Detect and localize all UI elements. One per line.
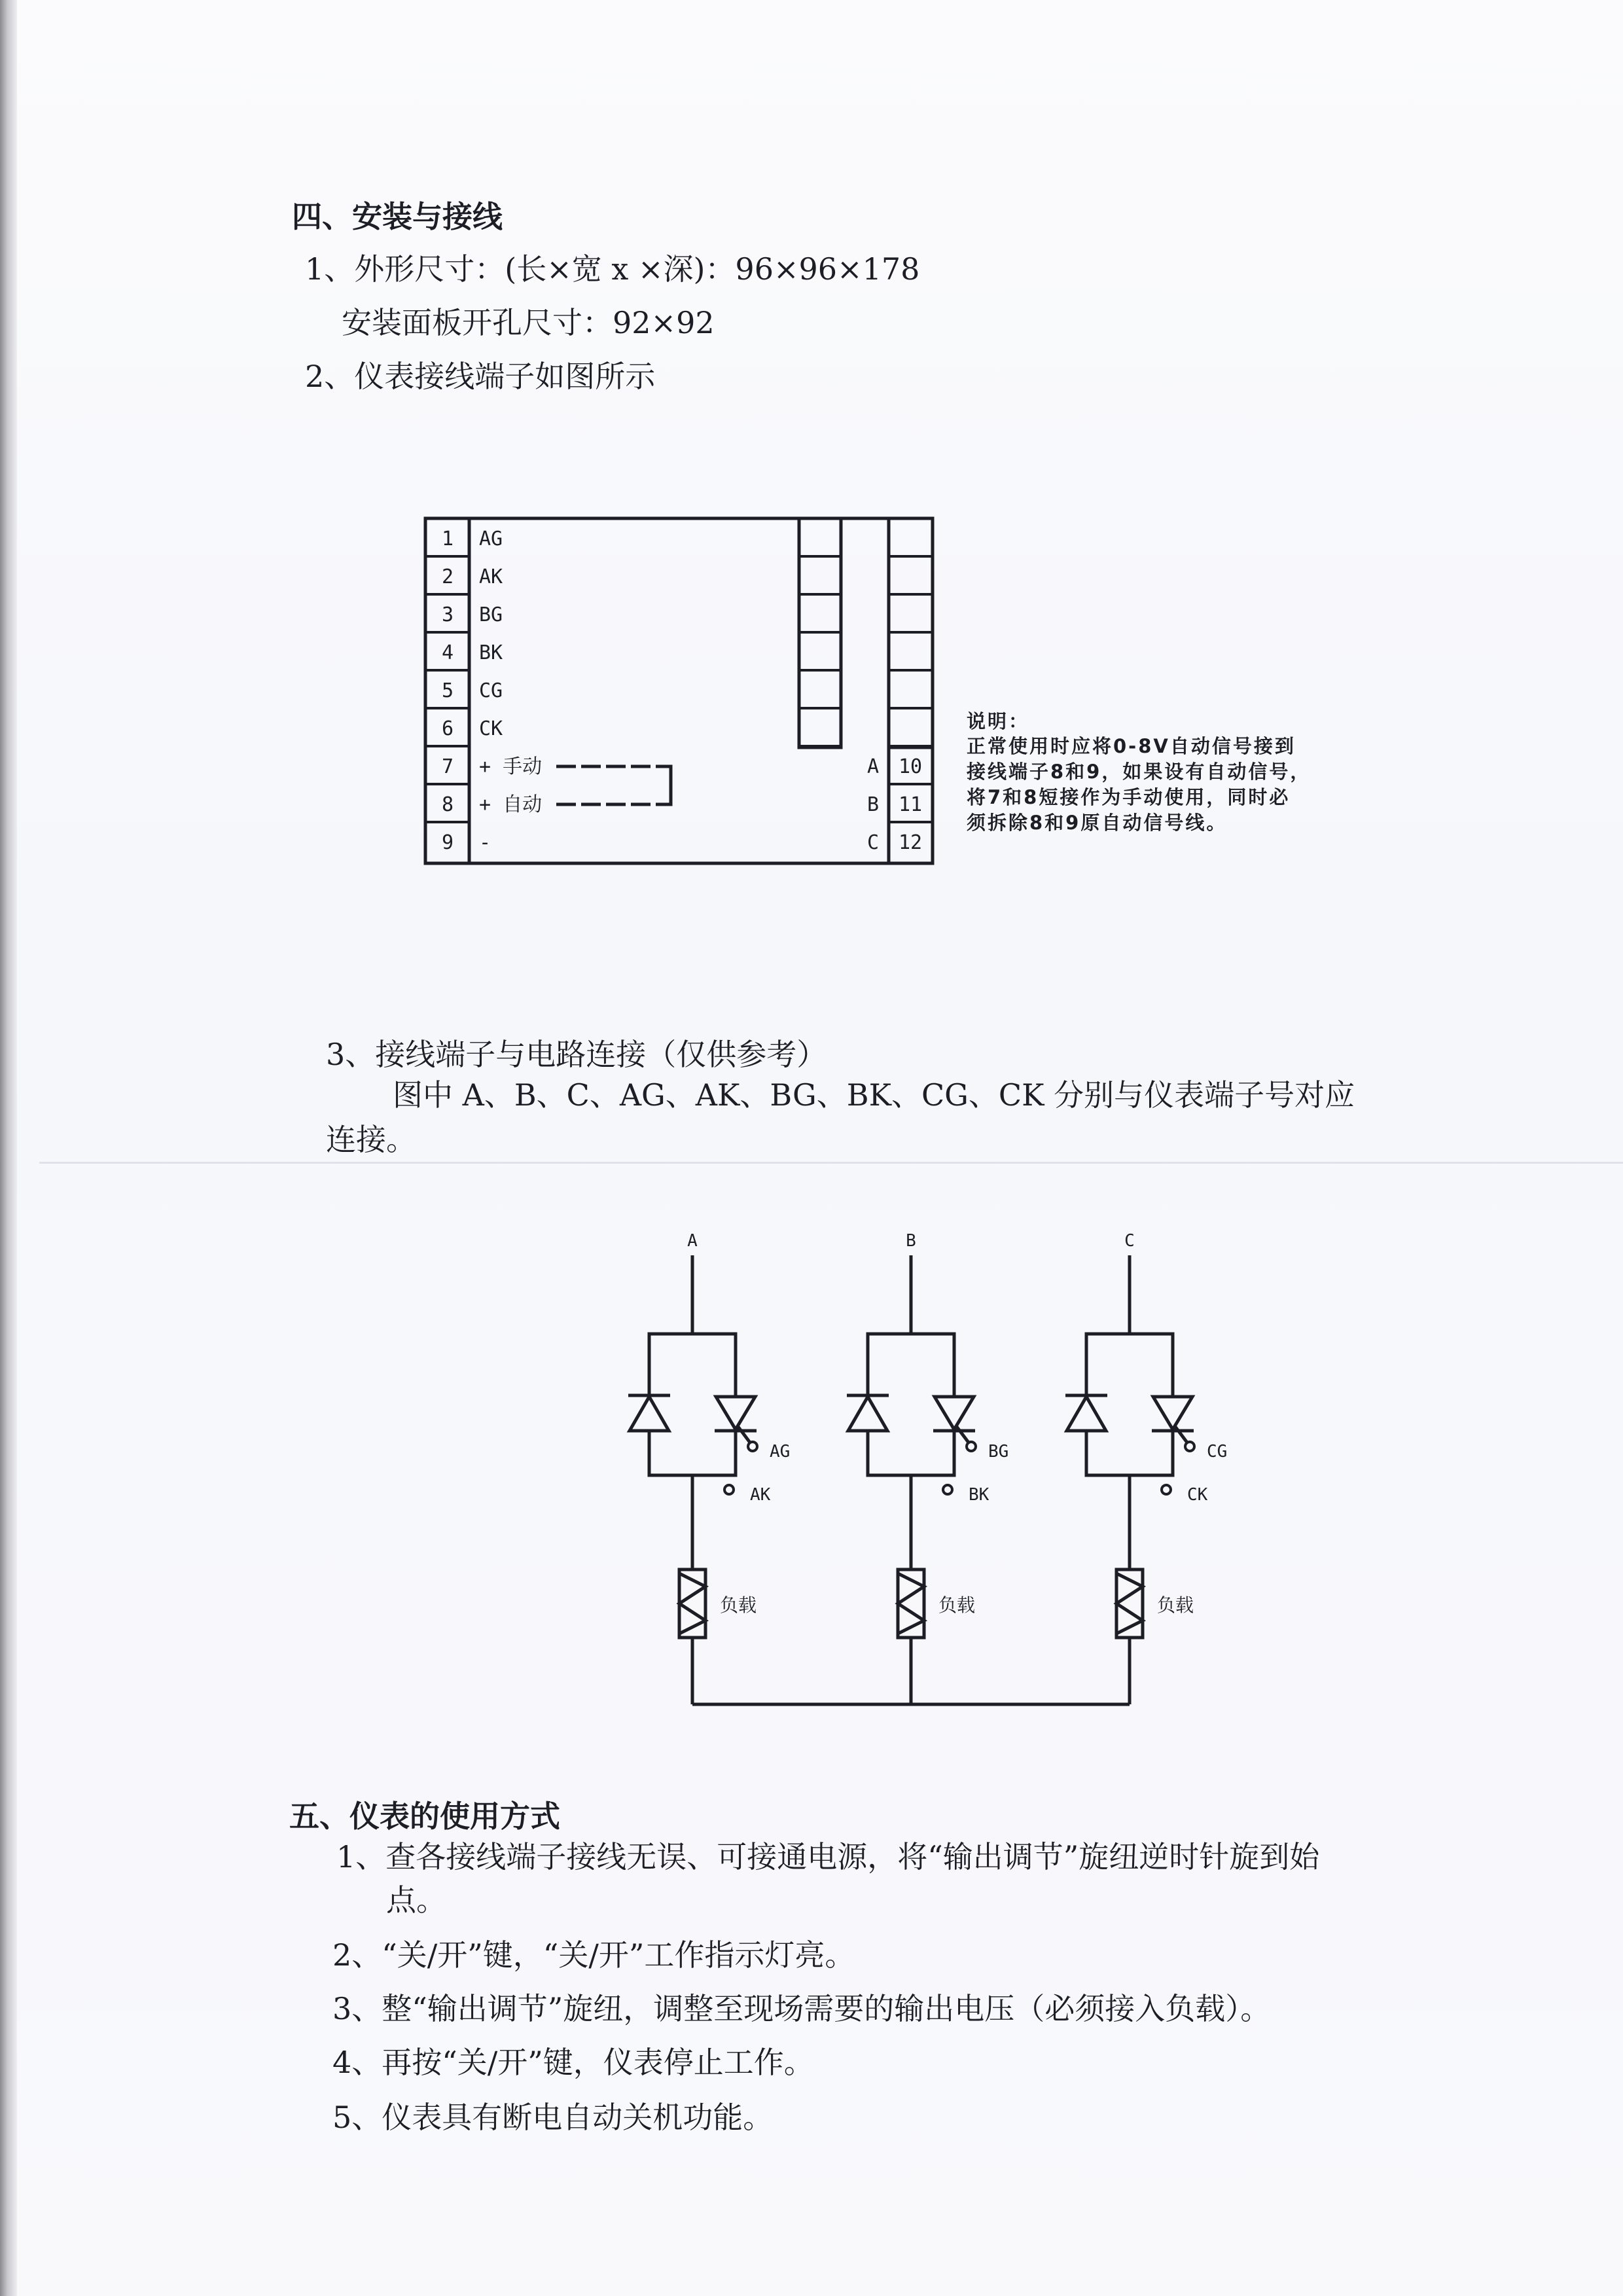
terminal-label: + 自动	[479, 793, 543, 816]
terminal-label: AG	[479, 528, 503, 550]
terminal-num: 2	[441, 565, 454, 588]
terminal-label: + 手动	[479, 755, 543, 778]
section5-item5: 5、仪表具有断电自动关机功能。	[332, 2100, 774, 2135]
thyristor-symbol	[716, 1397, 755, 1429]
bridge-bottom-wire	[868, 1431, 954, 1475]
diode-symbol	[848, 1397, 887, 1431]
section5-item3: 3、整“输出调节”旋纽，调整至现场需要的输出电压（必须接入负载）。	[332, 1991, 1271, 2026]
gate-label-bg: BG	[988, 1442, 1009, 1462]
terminal-num: 9	[441, 831, 454, 854]
terminal-label: BG	[479, 603, 503, 626]
section5-item4: 4、再按“关/开”键，仪表停止工作。	[332, 2045, 814, 2080]
phase-label-a: A	[687, 1231, 698, 1251]
gate-label-cg: CG	[1207, 1442, 1228, 1462]
section5-item1-line2: 点。	[386, 1882, 446, 1918]
cathode-label-ak: AK	[750, 1485, 771, 1505]
terminal-label: -	[479, 831, 491, 854]
phase-label-c: C	[1124, 1231, 1135, 1251]
terminal-num: 8	[441, 793, 454, 816]
note-line: 将7和8短接作为手动使用，同时必	[967, 786, 1291, 808]
note-title: 说明：	[967, 710, 1030, 732]
terminal-num: 5	[441, 679, 454, 702]
terminal-letter: A	[866, 755, 880, 778]
diode-symbol	[630, 1397, 669, 1431]
gate-label-ag: AG	[770, 1442, 791, 1462]
cathode-terminal	[943, 1485, 952, 1494]
load-label-c: 负载	[1157, 1594, 1194, 1616]
terminal-label: BK	[479, 641, 503, 664]
item3-desc-line1: 图中 A、B、C、AG、AK、BG、BK、CG、CK 分别与仪表端子号对应	[393, 1077, 1355, 1113]
terminal-label: CK	[479, 717, 503, 740]
gate-terminal	[967, 1442, 976, 1451]
gate-terminal	[748, 1442, 757, 1451]
cathode-label-ck: CK	[1187, 1485, 1208, 1505]
terminal-num: 10	[898, 755, 923, 778]
terminal-letter: C	[866, 831, 880, 854]
section5-item1-line1: 1、查各接线端子接线无误、可接通电源，将“输出调节”旋纽逆时针旋到始	[336, 1839, 1320, 1874]
terminal-num: 6	[441, 717, 454, 740]
note-line: 须拆除8和9原自动信号线。	[967, 812, 1228, 834]
gate-terminal	[1185, 1442, 1194, 1451]
terminal-num: 12	[898, 831, 923, 854]
bridge-bottom-wire	[649, 1431, 736, 1475]
terminal-num: 4	[441, 641, 454, 664]
section5-heading: 五、仪表的使用方式	[289, 1799, 560, 1834]
bridge-top-wire	[649, 1334, 736, 1395]
section4-item1-sub: 安装面板开孔尺寸：92×92	[342, 305, 715, 340]
note-line: 正常使用时应将0-8V自动信号接到	[967, 735, 1296, 757]
terminal-label: AK	[479, 565, 503, 588]
cathode-label-bk: BK	[969, 1485, 990, 1505]
cathode-terminal	[1162, 1485, 1171, 1494]
bridge-top-wire	[868, 1334, 954, 1395]
section4-item1: 1、外形尺寸：(长×宽 x ×深)：96×96×178	[305, 251, 920, 287]
load-label-b: 负载	[938, 1594, 976, 1616]
thyristor-symbol	[935, 1397, 974, 1429]
cathode-terminal	[724, 1485, 734, 1494]
item3-title: 3、接线端子与电路连接（仅供参考）	[326, 1037, 827, 1072]
section4-item2: 2、仪表接线端子如图所示	[305, 359, 656, 394]
note-line: 接线端子8和9，如果设有自动信号，	[967, 761, 1311, 783]
section4-heading: 四、安装与接线	[292, 199, 503, 234]
terminal-label: CG	[479, 679, 503, 702]
terminal-num: 1	[441, 528, 454, 550]
bridge-top-wire	[1086, 1334, 1173, 1395]
bridge-bottom-wire	[1086, 1431, 1173, 1475]
item3-desc-line2: 连接。	[326, 1122, 416, 1157]
terminal-num: 7	[441, 755, 454, 778]
section5-item2: 2、“关/开”键，“关/开”工作指示灯亮。	[332, 1937, 855, 1973]
phase-label-b: B	[906, 1231, 916, 1251]
terminal-num: 11	[898, 793, 923, 816]
thyristor-symbol	[1153, 1397, 1192, 1429]
terminal-letter: B	[866, 793, 880, 816]
terminal-num: 3	[441, 603, 454, 626]
diode-symbol	[1067, 1397, 1106, 1431]
load-label-a: 负载	[720, 1594, 757, 1616]
